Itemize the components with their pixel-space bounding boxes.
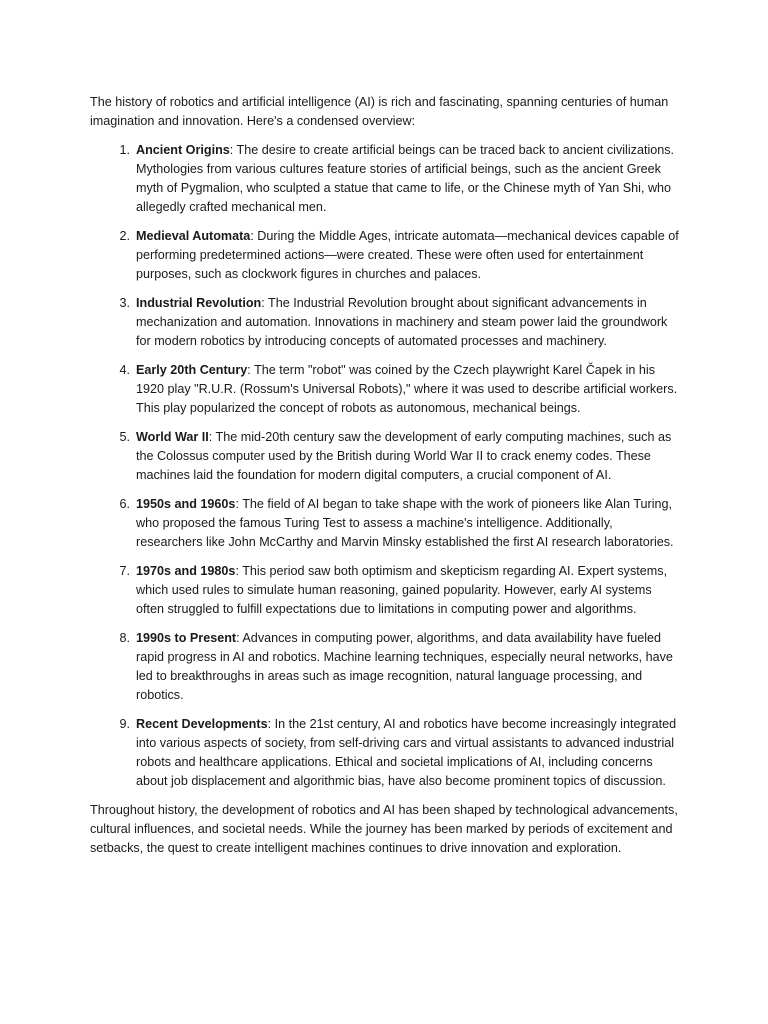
list-item-title: Medieval Automata (136, 229, 251, 243)
list-item-number: 2. (119, 229, 130, 243)
list-item (90, 361, 680, 418)
list-item (90, 294, 680, 351)
list-item-title: Early 20th Century (136, 363, 248, 377)
list-item-title: Industrial Revolution (136, 296, 262, 310)
list-item (90, 562, 680, 619)
list-item-title: 1990s to Present (136, 631, 237, 645)
list-item-text: : The Industrial Revolution brought about significant advancements in mechanization and automation. Innovations in machinery and steam power laid the groundwork for modern robotics by introducing concepts of automated processes and machinery. (136, 296, 668, 348)
list-item-title: Ancient Origins (136, 143, 230, 157)
list-item-title: 1950s and 1960s (136, 497, 236, 511)
document-body (90, 93, 680, 858)
list-item-title: Recent Developments (136, 717, 268, 731)
list-item-number: 1. (119, 143, 130, 157)
closing-paragraph: Throughout history, the development of robotics and AI has been shaped by technological advancements, cultural influences, and societal needs. While the journey has been marked by periods of excitement and setbacks, the quest to create intelligent machines continues to drive innovation and exploration. (90, 803, 678, 855)
list-item-number: 4. (119, 363, 130, 377)
intro-paragraph: The history of robotics and artificial intelligence (AI) is rich and fascinating, spanning centuries of human imagination and innovation. Here's a condensed overview: (90, 95, 669, 128)
list-item-number: 3. (119, 296, 130, 310)
list-item-number: 8. (119, 631, 130, 645)
list-item (90, 227, 680, 284)
list-item (90, 629, 680, 705)
list-item-title: World War II (136, 430, 209, 444)
list-item (90, 715, 680, 791)
history-list (90, 141, 680, 791)
list-item (90, 141, 680, 217)
list-item-number: 7. (119, 564, 130, 578)
list-item-title: 1970s and 1980s (136, 564, 236, 578)
list-item (90, 495, 680, 552)
list-item-text: : The term "robot" was coined by the Czech playwright Karel Čapek in his 1920 play "R.U.R. (Rossum's Universal Robots)," where it was used to describe artificial workers. This play popularized the concept of robots as autonomous, mechanical beings. (136, 363, 678, 415)
list-item-text: : The mid-20th century saw the development of early computing machines, such as the Colossus computer used by the British during World War II to crack enemy codes. These machines laid the foundation for modern digital computers, a crucial component of AI. (136, 430, 672, 482)
list-item-text: : The desire to create artificial beings can be traced back to ancient civilizations. Mythologies from various cultures feature stories of artificial beings, such as the ancient Greek myth of Pygmalion, who sculpted a statue that came to life, or the Chinese myth of Yan Shi, who allegedly crafted mechanical men. (136, 143, 675, 214)
list-item-number: 6. (119, 497, 130, 511)
list-item-text: : Advances in computing power, algorithms, and data availability have fueled rapid progress in AI and robotics. Machine learning techniques, especially neural networks, have led to breakthroughs in areas such as image recognition, natural language processing, and robotics. (136, 631, 673, 702)
list-item-number: 5. (119, 430, 130, 444)
list-item-text: : In the 21st century, AI and robotics have become increasingly integrated into various aspects of society, from self-driving cars and virtual assistants to advanced industrial robots and healthcare applications. Ethical and societal implications of AI, including concerns about job displacement and algorithmic bias, have also become prominent topics of discussion. (136, 717, 677, 788)
list-item-number: 9. (119, 717, 130, 731)
list-item-text: : The field of AI began to take shape with the work of pioneers like Alan Turing, who proposed the famous Turing Test to assess a machine's intelligence. Additionally, researchers like John McCarthy and Marvin Minsky established the first AI research laboratories. (136, 497, 674, 549)
list-item-text: : During the Middle Ages, intricate automata—mechanical devices capable of performing predetermined actions—were created. These were often used for entertainment purposes, such as clockwork figures in churches and palaces. (136, 229, 679, 281)
list-item-text: : This period saw both optimism and skepticism regarding AI. Expert systems, which used rules to simulate human reasoning, gained popularity. However, early AI systems often struggled to fulfill expectations due to limitations in computing power and algorithms. (136, 564, 668, 616)
list-item (90, 428, 680, 485)
